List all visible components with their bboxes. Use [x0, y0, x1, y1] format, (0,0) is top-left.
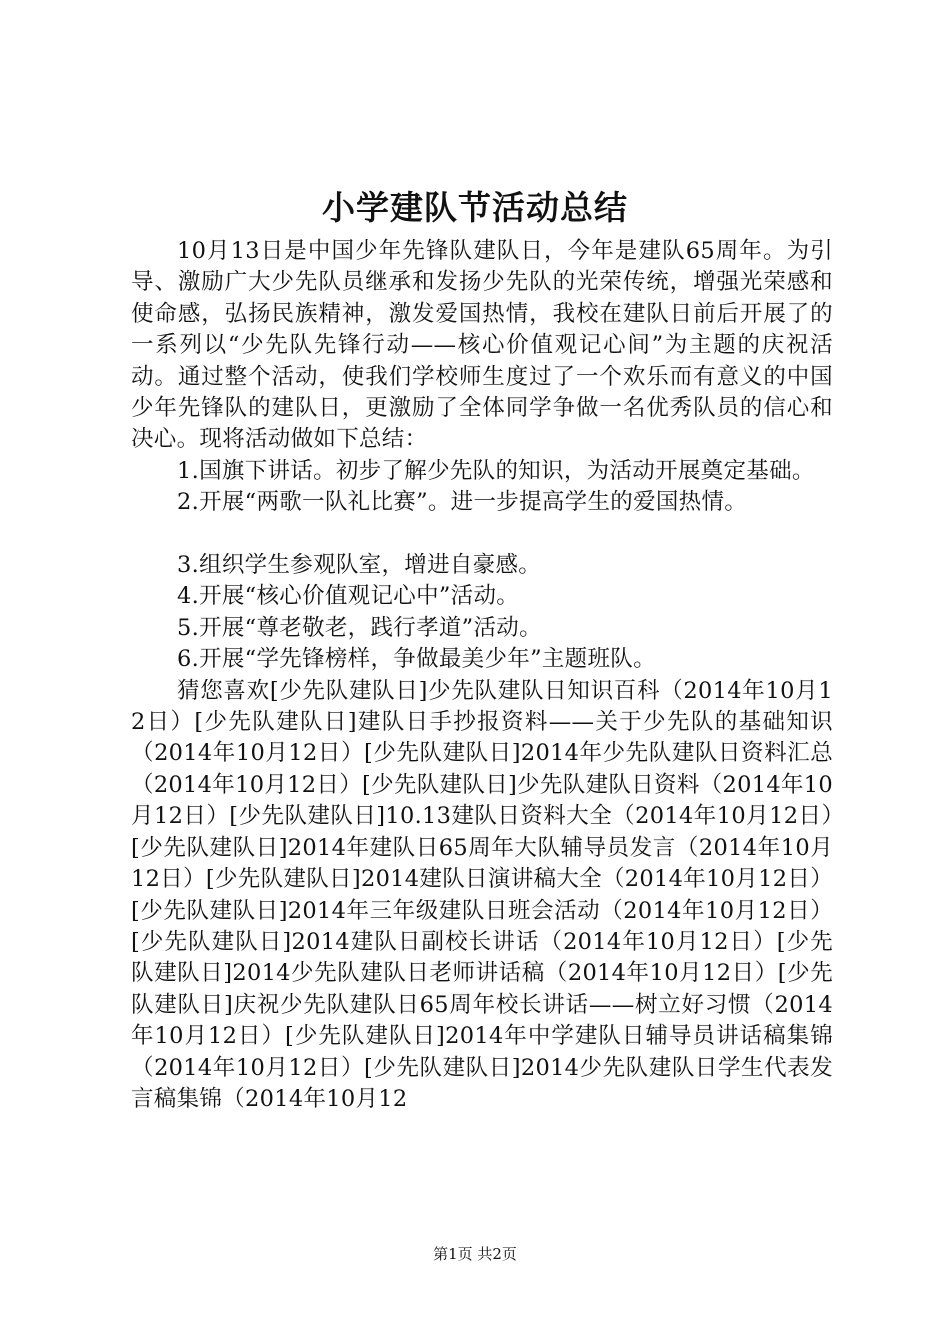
page-number-footer: 第1页 共2页 — [433, 1245, 517, 1263]
document-title: 小学建队节活动总结 — [322, 188, 628, 227]
list-item-3: 3.组织学生参观队室，增进自豪感。 — [177, 552, 542, 579]
document-body — [131, 236, 833, 1115]
list-item-4: 4.开展“核心价值观记心中”活动。 — [177, 583, 520, 610]
related-links-paragraph: 猜您喜欢[少先队建队日]少先队建队日知识百科（2014年10月12日）[少先队建队日]建队日手抄报资料——关于少先队的基础知识（2014年10月12日）[少先队建队日]2014年少先队建队日资料汇总（2014年10月12日）[少先队建队日]少先队建队日资料（2014年10月12日）[少先队建队日]10.13建队日资料大全（2014年10月12日）[少先队建队日]2014年建队日65周年大队辅导员发言（2014年10月12日）[少先队建队日]2014建队日演讲稿大全（2014年10月12日）[少先队建队日]2014年三年级建队日班会活动（2014年10月12日）[少先队建队日]2014建队日副校长讲话（2014年10月12日）[少先队建队日]2014少先队建队日老师讲话稿（2014年10月12日）[少先队建队日]庆祝少先队建队日65周年校长讲话——树立好习惯（2014年10月12日）[少先队建队日]2014年中学建队日辅导员讲话稿集锦（2014年10月12日）[少先队建队日]2014少先队建队日学生代表发言稿集锦（2014年10月12 — [131, 677, 833, 1112]
intro-paragraph: 10月13日是中国少年先锋队建队日，今年是建队65周年。为引导、激励广大少先队员继承和发扬少先队的光荣传统，增强光荣感和使命感，弘扬民族精神，激发爱国热情，我校在建队日前后开展了的一系列以“少先队先锋行动——核心价值观记心间”为主题的庆祝活动。通过整个活动，使我们学校师生度过了一个欢乐而有意义的中国少年先锋队的建队日，更激励了全体同学争做一名优秀队员的信心和决心。现将活动做如下总结： — [131, 238, 833, 453]
list-item-6: 6.开展“学先锋榜样，争做最美少年”主题班队。 — [177, 646, 656, 673]
list-item-2: 2.开展“两歌一队礼比赛”。进一步提高学生的爱国热情。 — [177, 489, 748, 516]
list-item-1: 1.国旗下讲话。初步了解少先队的知识，为活动开展奠定基础。 — [177, 457, 815, 484]
list-item-5: 5.开展“尊老敬老，践行孝道”活动。 — [177, 614, 542, 641]
